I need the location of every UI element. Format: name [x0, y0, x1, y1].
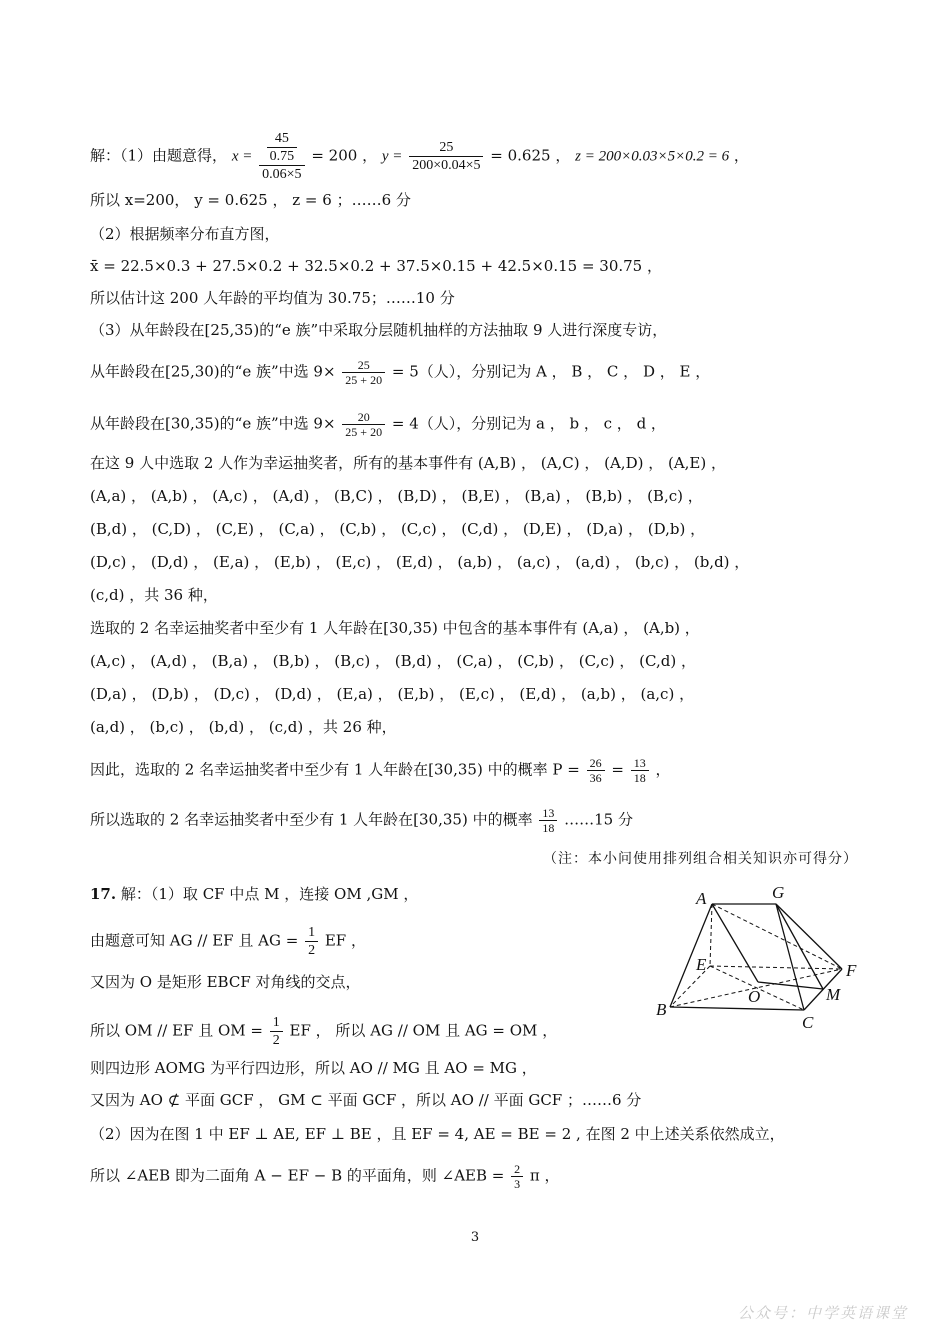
q16-line-18 — [90, 756, 671, 785]
q16-line-6: （3）从年龄段在[25,35)的“e 族”中采取分层随机抽样的方法抽取 9 人进行深度专访， — [90, 321, 668, 339]
y-result: = 0.625 — [490, 146, 551, 165]
l19-n: 13 — [542, 806, 555, 820]
q16-line-8 — [90, 410, 666, 439]
x-den: 0.06×5 — [259, 165, 304, 183]
l18-n1: 26 — [589, 756, 602, 770]
l18-post: ， — [655, 760, 671, 779]
q16-line-3: （2）根据频率分布直方图， — [90, 225, 280, 243]
sep3: ， — [733, 146, 749, 165]
label-E: E — [696, 955, 707, 974]
edge-EF — [710, 966, 842, 969]
l18-d2: 18 — [631, 770, 649, 785]
q16-line-19 — [90, 806, 633, 835]
edge-GF — [776, 904, 842, 969]
q17-l8-post: π ， — [529, 1166, 560, 1185]
q17-l4-d: 2 — [270, 1031, 283, 1049]
q16-line-7 — [90, 358, 710, 387]
q17-l2-n: 1 — [308, 925, 316, 940]
q17-line-2 — [90, 924, 366, 959]
l8-pre: 从年龄段在[30,35)的“e 族”中选 9× — [90, 414, 336, 433]
q16-line-4: x̄ = 22.5×0.3 + 27.5×0.2 + 32.5×0.2 + 37.5×0.15 + 42.5×0.15 = 30.75 ， — [90, 257, 662, 275]
x-result: = 200 — [311, 146, 358, 165]
page-number: 3 — [470, 1230, 480, 1245]
q17-line-6: 又因为 AO ⊄ 平面 GCF ， GM ⊂ 平面 GCF ，所以 AO // 平面 GCF ；……6 分 — [90, 1091, 642, 1109]
q16-intro: 解：（1）由题意得， — [90, 146, 228, 165]
q17-line-4 — [90, 1014, 557, 1049]
l8-den: 25 + 20 — [342, 424, 385, 439]
q16-line-5: 所以估计这 200 人年龄的平均值为 30.75；……10 分 — [90, 289, 455, 307]
q16-line-17: (a,d) ， (b,c) ， (b,d) ， (c,d) ，共 26 种， — [90, 718, 397, 736]
q17-label: 17. — [90, 885, 117, 903]
l18-eq: = — [611, 760, 624, 779]
sep1: ， — [362, 146, 378, 165]
q16-line-11: (B,d) ， (C,D) ， (C,E) ， (C,a) ， (C,b) ， (C,c) ， (C,d) ， (D,E) ， (D,a) ， (D,b) ， — [90, 520, 706, 538]
q17-l8-d: 3 — [511, 1176, 523, 1191]
l7-num: 25 — [357, 358, 370, 372]
geometry-figure — [648, 876, 878, 1036]
q17-l8-frac — [511, 1162, 523, 1191]
l7-pre: 从年龄段在[25,30)的“e 族”中选 9× — [90, 362, 336, 381]
q17-l1-text: 解：（1）取 CF 中点 M ，连接 OM ,GM ， — [120, 885, 419, 903]
y-den: 200×0.04×5 — [409, 156, 483, 174]
q16-line-10: (A,a) ， (A,b) ， (A,c) ， (A,d) ， (B,C) ， (B,D) ， (B,E) ， (B,a) ， (B,b) ， (B,c) ， — [90, 487, 703, 505]
x-top — [264, 130, 301, 165]
y-eq: y = — [381, 148, 403, 165]
l7-den: 25 + 20 — [342, 372, 385, 387]
x-top-den: 0.75 — [267, 147, 298, 165]
q17-l2-pre: 由题意可知 AG // EF 且 AG = — [90, 931, 299, 950]
label-O: O — [748, 987, 761, 1006]
l7-fraction — [342, 358, 385, 387]
q17-l8-n: 2 — [514, 1162, 521, 1176]
l19-frac — [539, 806, 557, 835]
y-fraction — [409, 139, 483, 174]
q17-line-3: 又因为 O 是矩形 EBCF 对角线的交点， — [90, 973, 361, 991]
l18-d1: 36 — [587, 770, 605, 785]
q16-line-1 — [90, 130, 749, 183]
edge-BC — [670, 1007, 804, 1010]
x-eq: x = — [231, 148, 253, 165]
q17-l4-pre: 所以 OM // EF 且 OM = — [90, 1021, 263, 1040]
q17-line-8 — [90, 1162, 560, 1191]
q17-line-1 — [90, 884, 418, 904]
q16-line-14: 选取的 2 名幸运抽奖者中至少有 1 人年龄在[30,35) 中包含的基本事件有 (A,a) ， (A,b) ， — [90, 619, 700, 637]
label-C: C — [802, 1013, 814, 1032]
l8-fraction — [342, 410, 385, 439]
watermark: 公众号：中学英语课堂 — [737, 1304, 908, 1322]
l8-num: 20 — [357, 410, 370, 424]
q16-note: （注：本小问使用排列组合相关知识亦可得分） — [543, 851, 858, 867]
x-top-num: 45 — [274, 131, 289, 146]
l18-frac2 — [631, 756, 649, 785]
label-M: M — [826, 985, 841, 1004]
q17-l2-post: EF ， — [324, 931, 366, 950]
q17-l8-pre: 所以 ∠AEB 即为二面角 A − EF − B 的平面角，则 ∠AEB = — [90, 1166, 505, 1185]
q16-line-2: 所以 x=200， y = 0.625 ， z = 6 ；……6 分 — [90, 191, 411, 209]
q16-line-13: (c,d) ，共 36 种， — [90, 586, 218, 604]
label-A: A — [696, 889, 707, 908]
l8-post: = 4（人），分别记为 a ， b ， c ， d ， — [391, 414, 666, 433]
q16-line-12: (D,c) ， (D,d) ， (E,a) ， (E,b) ， (E,c) ， (E,d) ， (a,b) ， (a,c) ， (a,d) ， (b,c) ， (b,d) ， — [90, 553, 750, 571]
q17-l2-d: 2 — [305, 941, 318, 959]
q17-l4-n: 1 — [272, 1015, 280, 1030]
l19-d: 18 — [539, 820, 557, 835]
q16-line-9: 在这 9 人中选取 2 人作为幸运抽奖者，所有的基本事件有 (A,B) ， (A,C) ， (A,D) ， (A,E) ， — [90, 454, 727, 472]
z-eq: z = 200×0.03×5×0.2 = 6 — [575, 148, 730, 165]
q17-l4-post: EF ， 所以 AG // OM 且 AG = OM ， — [289, 1021, 558, 1040]
edge-GM — [776, 904, 823, 989]
q16-line-16: (D,a) ， (D,b) ， (D,c) ， (D,d) ， (E,a) ， (E,b) ， (E,c) ， (E,d) ， (a,b) ， (a,c) ， — [90, 685, 695, 703]
l19-post: ……15 分 — [564, 810, 633, 829]
q17-line-7: （2）因为在图 1 中 EF ⊥ AE, EF ⊥ BE ，且 EF = 4, AE = BE = 2 , 在图 2 中上述关系依然成立， — [90, 1125, 785, 1143]
sep2: ， — [555, 146, 571, 165]
l18-pre: 因此，选取的 2 名幸运抽奖者中至少有 1 人年龄在[30,35) 中的概率 P = — [90, 760, 580, 779]
q16-line-15: (A,c) ， (A,d) ， (B,a) ， (B,b) ， (B,c) ， (B,d) ， (C,a) ， (C,b) ， (C,c) ， (C,d) ， — [90, 652, 696, 670]
l18-n2: 13 — [633, 756, 646, 770]
l7-post: = 5（人），分别记为 A ， B ， C ， D ， E ， — [391, 362, 711, 381]
l19-pre: 所以选取的 2 名幸运抽奖者中至少有 1 人年龄在[30,35) 中的概率 — [90, 810, 533, 829]
q17-l4-frac — [270, 1014, 283, 1049]
edge-GC — [776, 904, 804, 1010]
l18-frac1 — [587, 756, 605, 785]
x-fraction — [259, 130, 304, 183]
label-G: G — [772, 883, 785, 902]
edge-AE — [710, 904, 712, 966]
y-num: 25 — [439, 140, 454, 155]
label-F: F — [846, 961, 857, 980]
q17-l2-frac — [305, 924, 318, 959]
label-B: B — [656, 1000, 667, 1019]
q17-line-5: 则四边形 AOMG 为平行四边形，所以 AO // MG 且 AO = MG ， — [90, 1059, 537, 1077]
